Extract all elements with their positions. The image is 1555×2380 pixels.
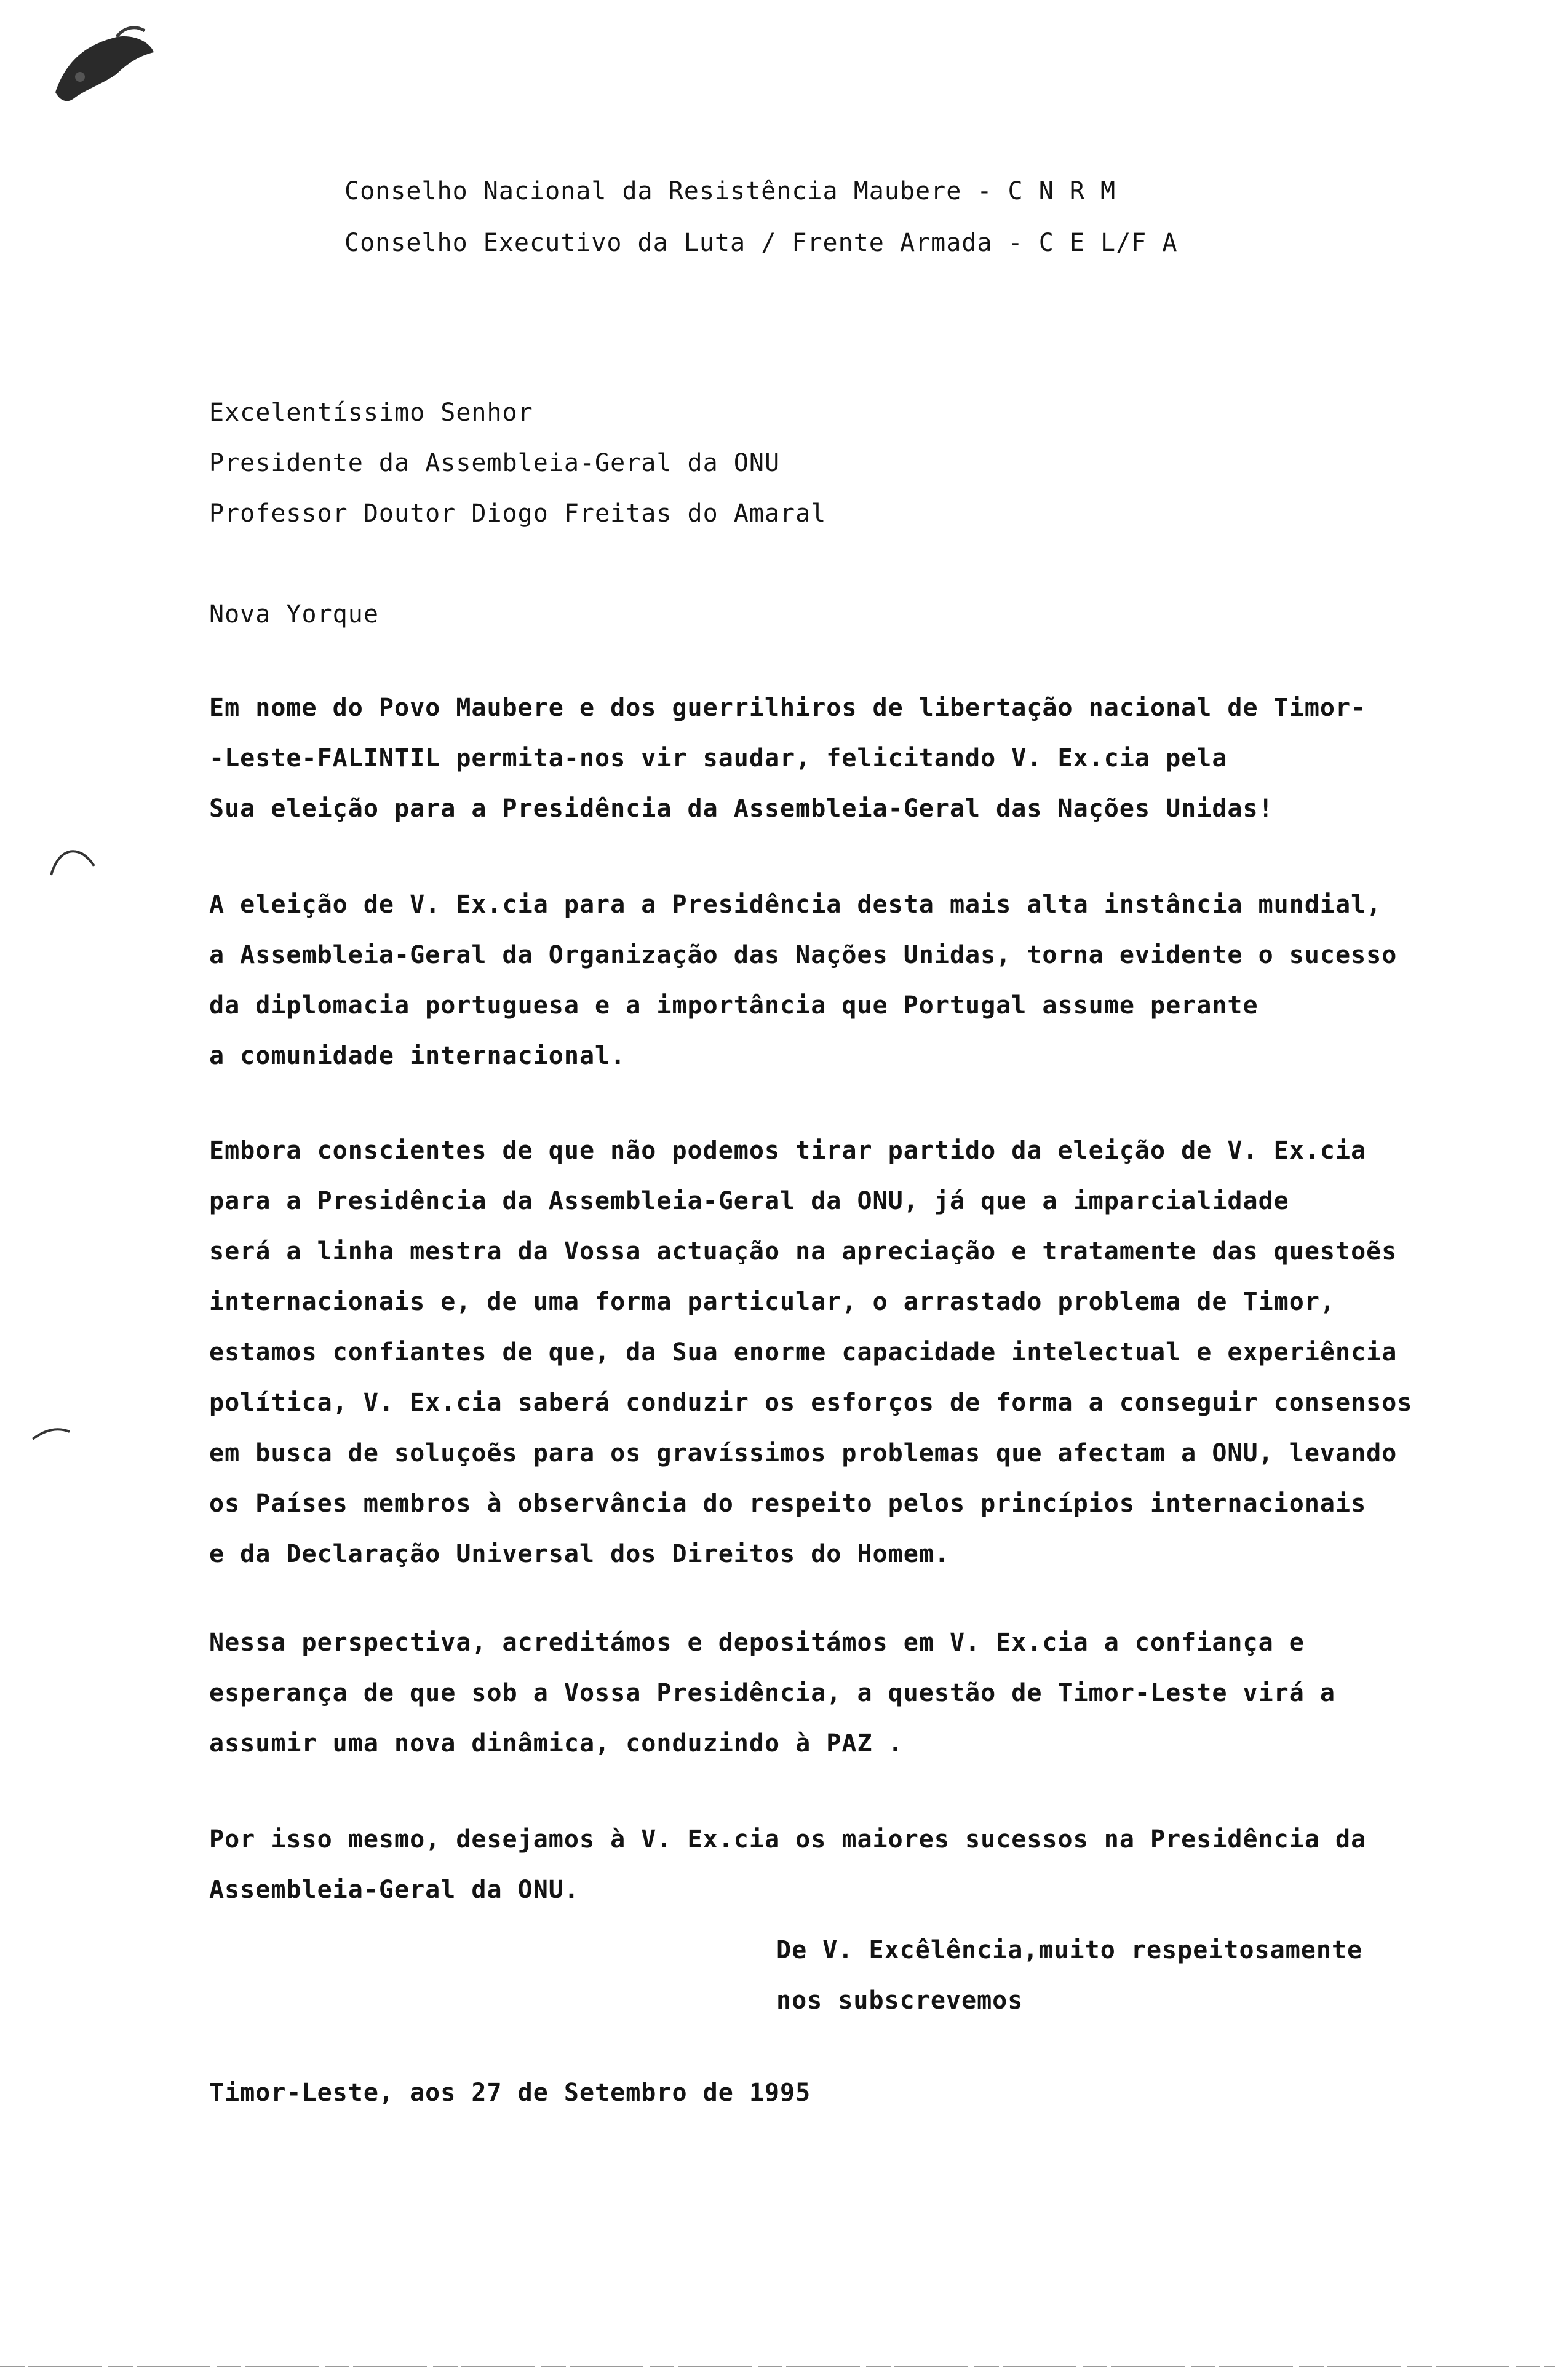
paragraph-line: da diplomacia portuguesa e a importância que Portugal assume perante: [209, 991, 1259, 1020]
paragraph-line: será a linha mestra da Vossa actuação na apreciação e tratamente das questoẽs: [209, 1237, 1398, 1266]
paragraph-1: [209, 683, 1378, 834]
paragraph-line: esperança de que sob a Vossa Presidência, a questão de Timor-Leste virá a: [209, 1679, 1335, 1707]
closing-line-2: nos subscrevemos: [776, 1986, 1024, 2015]
stray-mark-left-lower: [30, 1421, 73, 1445]
paragraph-line: em busca de soluçoẽs para os gravíssimos problemas que afectam a ONU, levando: [209, 1439, 1398, 1467]
addressee-role: Presidente da Assembleia-Geral da ONU: [209, 449, 781, 477]
header-line-2: Conselho Executivo da Luta / Frente Armada - C E L/F A: [344, 229, 1178, 257]
paragraph-line: Por isso mesmo, desejamos à V. Ex.cia os maiores sucessos na Presidência da: [209, 1825, 1367, 1854]
letter-date: Timor-Leste, aos 27 de Setembro de 1995: [209, 2079, 811, 2107]
paragraph-line: a comunidade internacional.: [209, 1042, 626, 1070]
paragraph-line: estamos confiantes de que, da Sua enorme capacidade intelectual e experiência: [209, 1338, 1398, 1367]
paragraph-line: os Países membros à observância do respeito pelos princípios internacionais: [209, 1489, 1367, 1518]
paragraph-line: -Leste-FALINTIL permita-nos vir saudar, felicitando V. Ex.cia pela: [209, 744, 1228, 772]
addressee-salutation: Excelentíssimo Senhor: [209, 399, 533, 427]
addressee-block: [209, 387, 1378, 640]
paragraph-line: Nessa perspectiva, acreditámos e depositámos em V. Ex.cia a confiança e: [209, 1628, 1305, 1657]
addressee-city: Nova Yorque: [209, 600, 379, 629]
paragraph-line: Assembleia-Geral da ONU.: [209, 1876, 579, 1904]
paragraph-4: [209, 1617, 1378, 1769]
scan-edge-line: [0, 2365, 1555, 2368]
paragraph-line: assumir uma nova dinâmica, conduzindo à PAZ .: [209, 1729, 904, 1758]
header-line-1: Conselho Nacional da Resistência Maubere - C N R M: [344, 177, 1116, 205]
paragraph-line: política, V. Ex.cia saberá conduzir os esforços de forma a conseguir consensos: [209, 1389, 1413, 1417]
paragraph-line: A eleição de V. Ex.cia para a Presidência desta mais alta instância mundial,: [209, 891, 1382, 919]
addressee-name: Professor Doutor Diogo Freitas do Amaral: [209, 499, 827, 528]
paragraph-line: internacionais e, de uma forma particular, o arrastado problema de Timor,: [209, 1288, 1335, 1316]
paragraph-5: [209, 1814, 1378, 1915]
paragraph-line: Em nome do Povo Maubere e dos guerrilhiros de libertação nacional de Timor-: [209, 694, 1367, 722]
stray-mark-left: [48, 841, 97, 878]
paragraph-line: Embora conscientes de que não podemos tirar partido da eleição de V. Ex.cia: [209, 1136, 1367, 1165]
paragraph-line: para a Presidência da Assembleia-Geral da ONU, já que a imparcialidade: [209, 1187, 1289, 1215]
paragraph-line: e da Declaração Universal dos Direitos do Homem.: [209, 1540, 950, 1568]
closing-line-1: De V. Excêlência,muito respeitosamente: [776, 1936, 1363, 1964]
paragraph-3: [209, 1125, 1413, 1579]
paragraph-line: a Assembleia-Geral da Organização das Nações Unidas, torna evidente o sucesso: [209, 941, 1398, 969]
paragraph-2: [209, 879, 1398, 1081]
ink-blot-mark: [43, 18, 160, 111]
closing-block: [776, 1925, 1362, 2026]
paragraph-line: Sua eleição para a Presidência da Assembleia-Geral das Nações Unidas!: [209, 795, 1274, 823]
